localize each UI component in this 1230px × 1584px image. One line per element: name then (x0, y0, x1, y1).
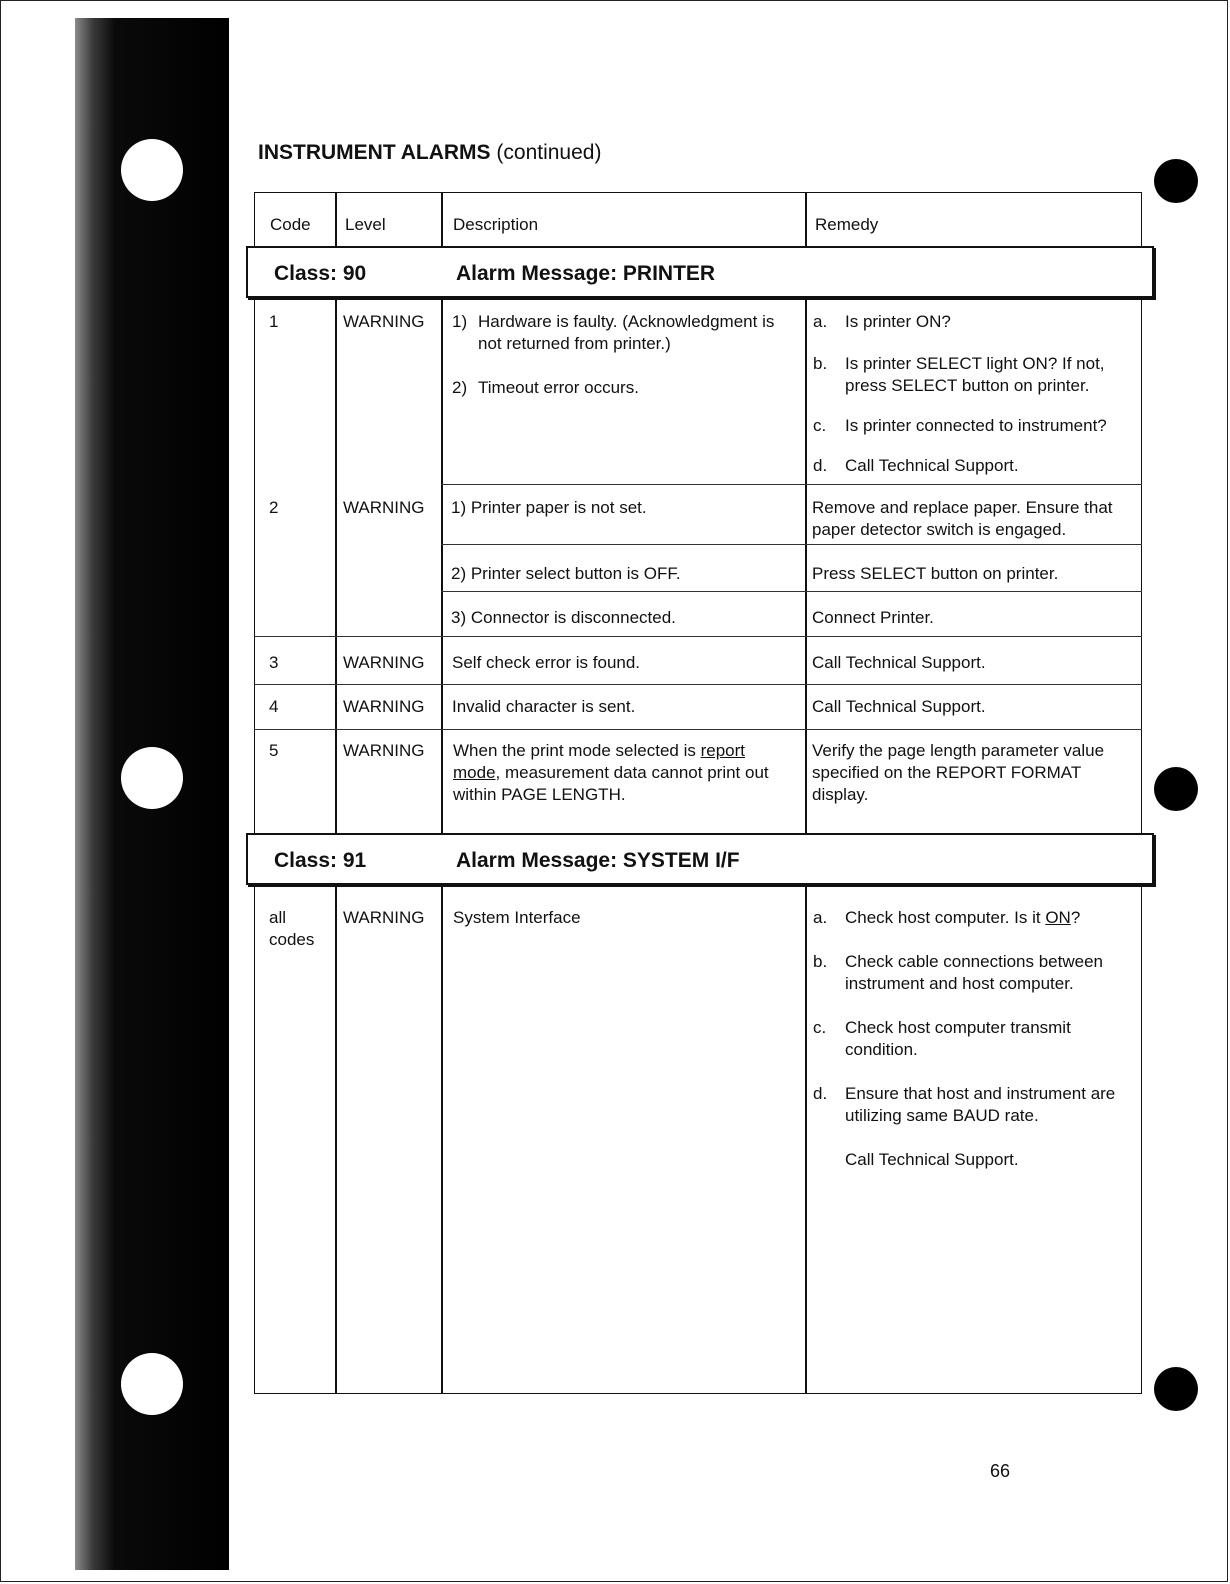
header-remedy: Remedy (815, 215, 879, 234)
class-label: Class: 91 (274, 849, 367, 872)
class-label: Class: 90 (274, 262, 367, 285)
row-code: 1 (269, 312, 279, 331)
row-level: WARNING (343, 498, 425, 517)
row-divider (254, 729, 1142, 730)
page-title: INSTRUMENT ALARMS (continued) (258, 141, 602, 164)
row-divider (441, 591, 1142, 592)
row-level: WARNING (343, 741, 425, 760)
row-divider (254, 684, 1142, 685)
row-remedy: a. Check host computer. Is it ON? b. Check cable connections between instrument and host computer. c. Check host computer transmit condition. d. Ensure that host and instrument are utilizing same BAUD rate. Call Technical Support. (813, 908, 1116, 1169)
row-code: 2 (269, 498, 279, 517)
alarm-message: Alarm Message: SYSTEM I/F (456, 849, 740, 872)
row-code: all codes (269, 908, 315, 949)
row-description: When the print mode selected is report mode, measurement data cannot print out within PAGE LENGTH. (453, 741, 769, 804)
row-description: 2) Printer select button is OFF. (451, 564, 681, 583)
class-91-band (246, 833, 1154, 885)
row-level: WARNING (343, 312, 425, 331)
row-remedy: Remove and replace paper. Ensure that paper detector switch is engaged. (812, 498, 1113, 539)
column-divider (335, 192, 337, 1394)
binder-mark (1154, 767, 1198, 811)
alarm-message: Alarm Message: PRINTER (456, 262, 716, 285)
header-level: Level (345, 215, 386, 234)
punch-hole (121, 1353, 183, 1415)
binder-mark (1154, 1367, 1198, 1411)
row-remedy: a. Is printer ON? b. Is printer SELECT light ON? If not, press SELECT button on printer. c. Is printer connected to instrument? d. Call Technical Support. (813, 312, 1107, 475)
column-divider (805, 192, 807, 1394)
column-divider (441, 192, 443, 1394)
row-divider (441, 544, 1142, 545)
binder-mark (1154, 159, 1198, 203)
row-level: WARNING (343, 653, 425, 672)
row-level: WARNING (343, 908, 425, 927)
row-description: Invalid character is sent. (452, 697, 636, 716)
punch-hole (121, 747, 183, 809)
header-description: Description (453, 215, 539, 234)
page-number: 66 (990, 1461, 1011, 1481)
row-description: Self check error is found. (452, 653, 641, 672)
row-description: 1) Hardware is faulty. (Acknowledgment is not returned from printer.) 2) Timeout error occurs. (452, 312, 775, 397)
row-description: 3) Connector is disconnected. (451, 608, 676, 627)
row-level: WARNING (343, 697, 425, 716)
class-90-band (246, 246, 1154, 298)
row-code: 5 (269, 741, 279, 760)
row-description: 1) Printer paper is not set. (451, 498, 647, 517)
row-divider (441, 484, 1142, 485)
row-divider (254, 636, 1142, 637)
punch-hole (121, 139, 183, 201)
row-code: 4 (269, 697, 279, 716)
row-remedy: Verify the page length parameter value specified on the REPORT FORMAT display. (812, 741, 1105, 804)
header-code: Code (270, 215, 311, 234)
row-remedy: Call Technical Support. (812, 697, 986, 716)
row-code: 3 (269, 653, 279, 672)
row-remedy: Call Technical Support. (812, 653, 986, 672)
row-description: System Interface (453, 908, 581, 927)
row-remedy: Connect Printer. (812, 608, 934, 627)
row-remedy: Press SELECT button on printer. (812, 564, 1059, 583)
